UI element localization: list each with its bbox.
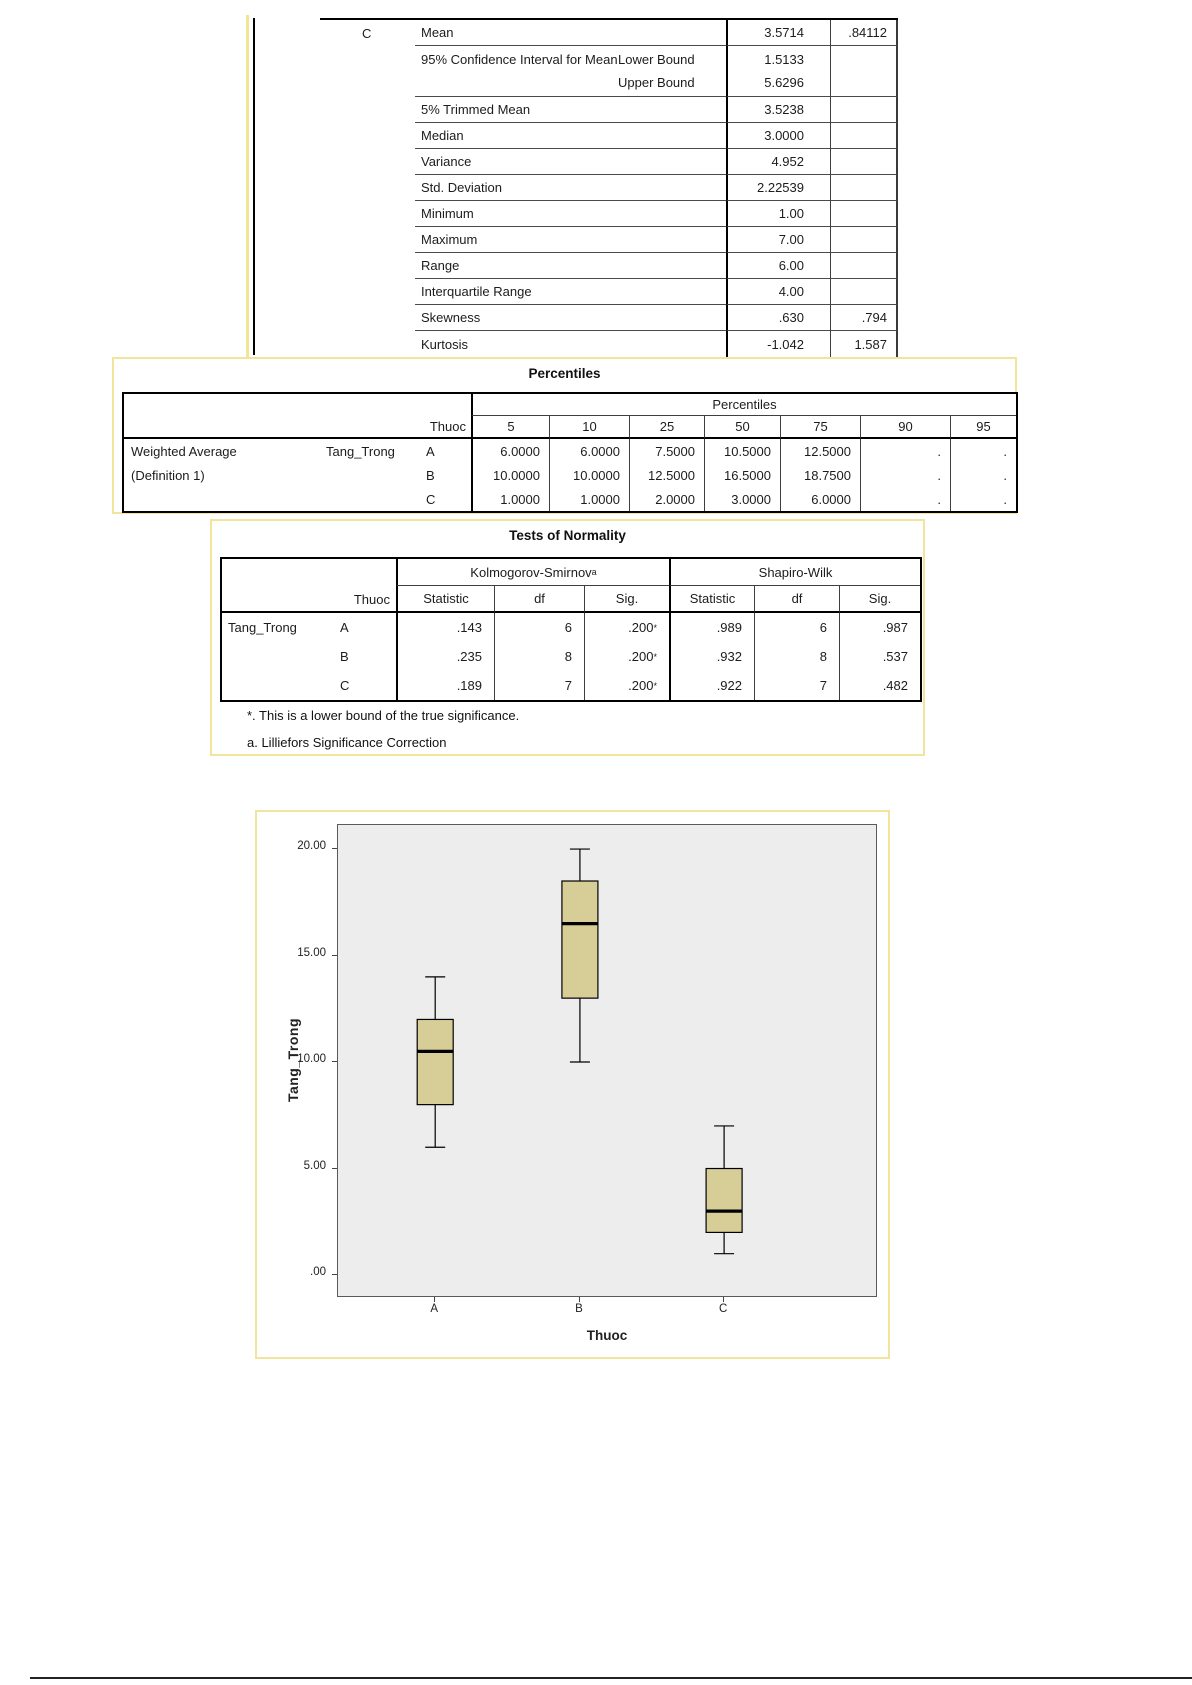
y-tick-label: 5.00 xyxy=(303,1159,326,1172)
table-row xyxy=(320,97,898,123)
ks-statistic: .189 xyxy=(396,671,494,700)
footnote-a: a. Lilliefors Significance Correction xyxy=(247,735,447,750)
y-axis-title: Tang_Trong xyxy=(285,1017,301,1103)
stat-stderr xyxy=(830,97,898,123)
y-tick-mark xyxy=(332,955,337,956)
stat-stderr xyxy=(830,149,898,175)
method-label-line2: (Definition 1) xyxy=(131,467,205,483)
table-header-row xyxy=(222,559,920,586)
thuoc-column-header: Thuoc xyxy=(334,586,396,613)
sw-statistic: .922 xyxy=(669,671,754,700)
x-tick-mark xyxy=(434,1297,435,1302)
percentile-value: . xyxy=(860,439,950,463)
sig-header: Sig. xyxy=(584,586,669,613)
percentile-value: 6.0000 xyxy=(471,439,549,463)
stat-value: 4.952 xyxy=(726,149,830,175)
stat-label: Kurtosis xyxy=(421,336,468,352)
sw-statistic: .989 xyxy=(669,613,754,642)
table-row xyxy=(124,487,1016,511)
statistic-header: Statistic xyxy=(396,586,494,613)
x-category-label: C xyxy=(718,1303,728,1315)
method-label-line1: Weighted Average xyxy=(131,443,237,459)
thuoc-value: A xyxy=(426,443,435,459)
y-tick-label: .00 xyxy=(310,1265,326,1278)
table-row xyxy=(320,201,898,227)
percentile-value: 18.7500 xyxy=(780,463,860,487)
percentile-col-header: 90 xyxy=(860,416,950,439)
thuoc-value: B xyxy=(340,649,349,664)
percentile-value: 10.0000 xyxy=(549,463,629,487)
stat-stderr: .84112 xyxy=(830,20,898,46)
table-header-row xyxy=(124,416,1016,439)
variable-label: Tang_Trong xyxy=(228,620,297,635)
stat-label: 95% Confidence Interval for Mean xyxy=(415,46,618,97)
sw-sig: .987 xyxy=(839,613,920,642)
stat-value: -1.042 xyxy=(726,331,830,357)
df-header: df xyxy=(494,586,584,613)
table-row xyxy=(222,671,920,700)
stat-label: Std. Deviation xyxy=(415,175,618,201)
percentile-value: 1.0000 xyxy=(471,487,549,511)
table-row xyxy=(320,20,898,46)
descriptives-table xyxy=(320,18,898,359)
stat-value: 3.0000 xyxy=(726,123,830,149)
x-tick-mark xyxy=(723,1297,724,1302)
y-tick-label: 10.00 xyxy=(297,1053,326,1066)
sw-df: 7 xyxy=(754,671,839,700)
sw-group-header: Shapiro-Wilk xyxy=(669,559,920,586)
ks-df: 6 xyxy=(494,613,584,642)
percentile-value: 1.0000 xyxy=(549,487,629,511)
plot-area xyxy=(337,824,877,1297)
percentiles-table xyxy=(122,392,1018,513)
percentile-value: . xyxy=(860,463,950,487)
percentile-col-header: 25 xyxy=(629,416,704,439)
stat-value: 3.5714 xyxy=(726,20,830,46)
ks-sig: .200 * xyxy=(584,642,669,671)
stat-stderr xyxy=(830,227,898,253)
df-header: df xyxy=(754,586,839,613)
table-row-confidence-interval xyxy=(320,46,898,97)
percentile-col-header: 75 xyxy=(780,416,860,439)
sw-statistic: .932 xyxy=(669,642,754,671)
y-tick-label: 20.00 xyxy=(297,840,326,853)
stat-stderr xyxy=(830,123,898,149)
table-row xyxy=(124,463,1016,487)
stat-value: 6.00 xyxy=(726,253,830,279)
stat-sublabel xyxy=(618,46,726,97)
stat-value: .630 xyxy=(726,305,830,331)
boxplot-svg xyxy=(338,825,878,1298)
table-row xyxy=(222,642,920,671)
percentile-value: . xyxy=(950,439,1016,463)
stat-label: 5% Trimmed Mean xyxy=(415,97,618,123)
stat-value: 1.00 xyxy=(726,201,830,227)
percentiles-title: Percentiles xyxy=(528,366,601,381)
stat-label: Maximum xyxy=(415,227,618,253)
table-row xyxy=(320,279,898,305)
table-row xyxy=(320,253,898,279)
stat-label: Median xyxy=(415,123,618,149)
sig-header: Sig. xyxy=(839,586,920,613)
percentile-value: . xyxy=(950,487,1016,511)
ks-sig: .200 * xyxy=(584,671,669,700)
x-axis-title: Thuoc xyxy=(586,1328,628,1343)
table-header-row xyxy=(222,586,920,613)
ks-statistic: .235 xyxy=(396,642,494,671)
x-category-label: A xyxy=(430,1303,439,1315)
stat-value: 4.00 xyxy=(726,279,830,305)
stat-value: 3.5238 xyxy=(726,97,830,123)
stat-label: Range xyxy=(415,253,618,279)
stat-stderr: 1.587 xyxy=(830,331,898,357)
x-category-label: B xyxy=(575,1303,583,1315)
descriptives-table-left-border xyxy=(253,18,255,355)
table-row xyxy=(320,175,898,201)
lower-bound-label: Lower Bound xyxy=(618,52,695,67)
stat-label: Skewness xyxy=(415,305,618,331)
percentile-col-header: 10 xyxy=(549,416,629,439)
normality-table xyxy=(220,557,922,702)
percentile-value: 10.0000 xyxy=(471,463,549,487)
table-row xyxy=(320,149,898,175)
ks-header-text: Kolmogorov-Smirnov xyxy=(470,564,592,580)
ks-df: 8 xyxy=(494,642,584,671)
stat-stderr xyxy=(830,201,898,227)
stat-sublabel xyxy=(618,20,726,46)
percentile-value: 7.5000 xyxy=(629,439,704,463)
normality-title: Tests of Normality xyxy=(509,528,626,543)
ks-statistic: .143 xyxy=(396,613,494,642)
sw-sig: .537 xyxy=(839,642,920,671)
group-label-cell: C xyxy=(362,25,372,41)
stat-stderr xyxy=(830,253,898,279)
percentile-col-header: 5 xyxy=(471,416,549,439)
percentile-value: 16.5000 xyxy=(704,463,780,487)
percentile-value: . xyxy=(950,463,1016,487)
percentiles-block xyxy=(112,357,1017,514)
y-tick-mark xyxy=(332,1168,337,1169)
lower-bound-value: 1.5133 xyxy=(764,52,804,67)
thuoc-value: C xyxy=(340,678,350,693)
y-tick-label: 15.00 xyxy=(297,946,326,959)
ks-df: 7 xyxy=(494,671,584,700)
stat-value xyxy=(726,46,830,97)
percentile-col-header: 50 xyxy=(704,416,780,439)
boxplot-block xyxy=(255,810,890,1359)
percentile-value: 6.0000 xyxy=(549,439,629,463)
stat-label: Minimum xyxy=(415,201,618,227)
stat-stderr: .794 xyxy=(830,305,898,331)
stat-value: 2.22539 xyxy=(726,175,830,201)
table-row xyxy=(320,227,898,253)
clipped-block-left-edge xyxy=(246,15,249,357)
x-tick-mark xyxy=(579,1297,580,1302)
table-header-row xyxy=(124,394,1016,416)
sw-sig: .482 xyxy=(839,671,920,700)
group-label-cell xyxy=(320,46,415,97)
percentile-value: 2.0000 xyxy=(629,487,704,511)
thuoc-value: B xyxy=(426,467,435,483)
percentile-value: . xyxy=(860,487,950,511)
y-tick-mark xyxy=(332,848,337,849)
stat-label: Interquartile Range xyxy=(415,279,618,305)
y-tick-mark xyxy=(332,1274,337,1275)
sw-df: 8 xyxy=(754,642,839,671)
table-row xyxy=(222,613,920,642)
percentile-value: 10.5000 xyxy=(704,439,780,463)
table-row xyxy=(320,331,898,357)
y-tick-mark xyxy=(332,1061,337,1062)
page-bottom-rule xyxy=(30,1677,1192,1679)
statistic-header: Statistic xyxy=(669,586,754,613)
variable-label: Tang_Trong xyxy=(326,443,395,459)
stat-stderr xyxy=(830,46,898,97)
table-row xyxy=(320,305,898,331)
stat-stderr xyxy=(830,175,898,201)
upper-bound-value: 5.6296 xyxy=(764,75,804,90)
normality-block xyxy=(210,519,925,756)
stat-label: Mean xyxy=(415,20,618,46)
stat-value: 7.00 xyxy=(726,227,830,253)
sw-df: 6 xyxy=(754,613,839,642)
table-row xyxy=(320,123,898,149)
stat-label: Variance xyxy=(415,149,618,175)
footnote-star: *. This is a lower bound of the true significance. xyxy=(247,708,520,723)
percentile-value: 12.5000 xyxy=(629,463,704,487)
ks-group-header: Kolmogorov-Smirnov a xyxy=(396,559,669,586)
upper-bound-label: Upper Bound xyxy=(618,75,695,90)
ks-sig: .200 * xyxy=(584,613,669,642)
percentile-value: 12.5000 xyxy=(780,439,860,463)
thuoc-value: A xyxy=(340,620,349,635)
percentile-value: 3.0000 xyxy=(704,487,780,511)
percentile-col-header: 95 xyxy=(950,416,1016,439)
thuoc-column-header: Thuoc xyxy=(419,416,471,439)
percentile-value: 6.0000 xyxy=(780,487,860,511)
stat-stderr xyxy=(830,279,898,305)
table-row xyxy=(124,439,1016,463)
percentiles-group-header: Percentiles xyxy=(471,394,1016,416)
thuoc-value: C xyxy=(426,491,436,507)
